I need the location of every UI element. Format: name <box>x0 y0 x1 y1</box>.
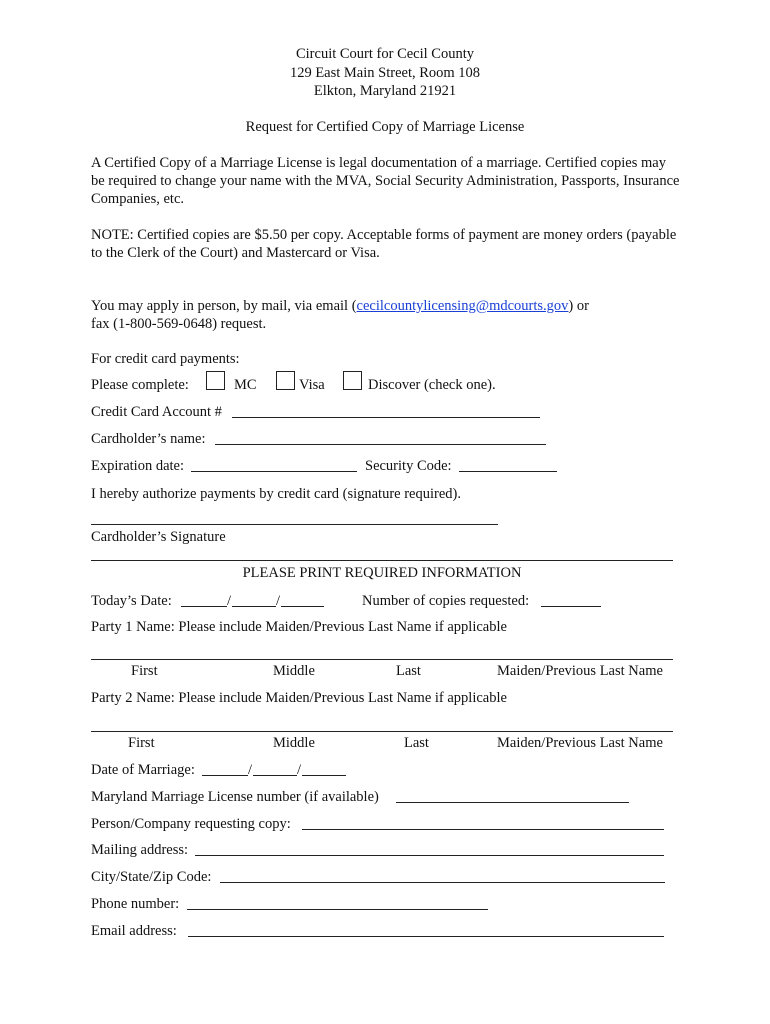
date-slash: / <box>227 593 232 609</box>
copies-field[interactable] <box>541 594 601 607</box>
visa-label: Visa <box>299 377 325 393</box>
security-code-label: Security Code: <box>365 458 452 474</box>
email-address-label: Email address: <box>91 923 177 939</box>
party1-col-middle: Middle <box>273 663 315 679</box>
fax-line: fax (1-800-569-0648) request. <box>91 316 267 332</box>
mc-label: MC <box>234 377 257 393</box>
phone-field[interactable] <box>187 897 488 910</box>
todays-date-label: Today’s Date: <box>91 593 172 609</box>
account-field[interactable] <box>232 405 540 418</box>
court-name: Circuit Court for Cecil County <box>295 46 474 62</box>
apply-suffix: ) or <box>568 298 589 314</box>
credit-card-heading: For credit card payments: <box>91 351 240 367</box>
copies-label: Number of copies requested: <box>362 593 530 609</box>
requesting-label: Person/Company requesting copy: <box>91 816 291 832</box>
mc-checkbox[interactable] <box>206 371 225 390</box>
print-info-heading: PLEASE PRINT REQUIRED INFORMATION <box>242 565 522 581</box>
marriage-date-month[interactable] <box>202 763 248 776</box>
mailing-address-field[interactable] <box>195 843 664 856</box>
marriage-date-year[interactable] <box>302 763 346 776</box>
phone-label: Phone number: <box>91 896 180 912</box>
todays-date-year[interactable] <box>281 594 324 607</box>
party1-col-maiden: Maiden/Previous Last Name <box>497 663 663 679</box>
cardholder-name-label: Cardholder’s name: <box>91 431 206 447</box>
party1-name-line[interactable] <box>91 659 673 660</box>
apply-instructions <box>91 297 681 333</box>
license-number-field[interactable] <box>396 790 629 803</box>
party2-col-maiden: Maiden/Previous Last Name <box>497 735 663 751</box>
marriage-date-day[interactable] <box>253 763 297 776</box>
requesting-field[interactable] <box>302 817 664 830</box>
intro-paragraph: A Certified Copy of a Marriage License is legal documentation of a marriage. Certified copies may be required to change your name with the MVA, Social Security Administration, Passports, Insurance Companies, etc. <box>91 155 680 207</box>
party1-col-last: Last <box>396 663 421 679</box>
discover-label: Discover (check one). <box>368 377 496 393</box>
visa-checkbox[interactable] <box>276 371 295 390</box>
party2-label: Party 2 Name: Please include Maiden/Previous Last Name if applicable <box>91 690 507 706</box>
party2-col-first: First <box>128 735 155 751</box>
authorize-text: I hereby authorize payments by credit card (signature required). <box>91 486 461 502</box>
signature-line[interactable] <box>91 524 498 525</box>
city-state-zip-label: City/State/Zip Code: <box>91 869 212 885</box>
apply-prefix: You may apply in person, by mail, via email ( <box>91 298 357 314</box>
todays-date-month[interactable] <box>181 594 227 607</box>
date-slash: / <box>248 762 253 778</box>
license-number-label: Maryland Marriage License number (if available) <box>91 789 379 805</box>
expiration-field[interactable] <box>191 459 357 472</box>
court-street: 129 East Main Street, Room 108 <box>289 65 481 81</box>
party2-name-line[interactable] <box>91 731 673 732</box>
party1-label: Party 1 Name: Please include Maiden/Previous Last Name if applicable <box>91 619 507 635</box>
email-address-field[interactable] <box>188 924 664 937</box>
expiration-label: Expiration date: <box>91 458 185 474</box>
party2-col-last: Last <box>404 735 429 751</box>
fee-note: NOTE: Certified copies are $5.50 per copy. Acceptable forms of payment are money orders (payable to the Clerk of the Court) and Mastercard or Visa. <box>91 227 677 261</box>
section-divider <box>91 560 673 561</box>
signature-label: Cardholder’s Signature <box>91 529 226 545</box>
please-complete-label: Please complete: <box>91 377 189 393</box>
mailing-address-label: Mailing address: <box>91 842 189 858</box>
date-slash: / <box>276 593 281 609</box>
date-slash: / <box>297 762 302 778</box>
date-of-marriage-label: Date of Marriage: <box>91 762 195 778</box>
email-link[interactable]: cecilcountylicensing@mdcourts.gov <box>356 298 569 314</box>
security-code-field[interactable] <box>459 459 557 472</box>
account-label: Credit Card Account # <box>91 404 222 420</box>
discover-checkbox[interactable] <box>343 371 362 390</box>
form-title: Request for Certified Copy of Marriage License <box>245 119 525 135</box>
court-city: Elkton, Maryland 21921 <box>313 83 457 99</box>
todays-date-day[interactable] <box>232 594 276 607</box>
cardholder-name-field[interactable] <box>215 432 546 445</box>
party1-col-first: First <box>131 663 158 679</box>
party2-col-middle: Middle <box>273 735 315 751</box>
city-state-zip-field[interactable] <box>220 870 665 883</box>
